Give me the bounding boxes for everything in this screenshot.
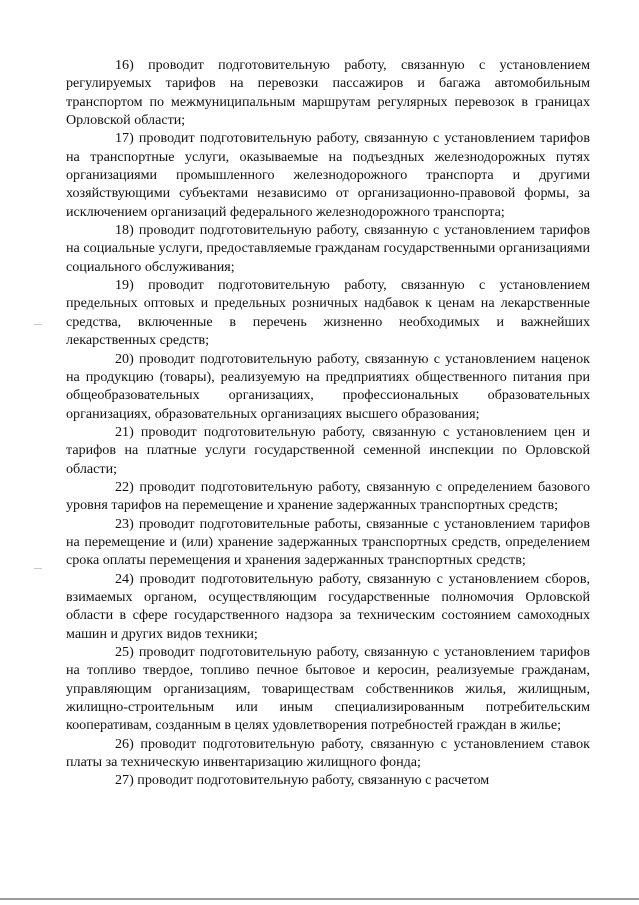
paragraph-item-23: 23) проводит подготовительные работы, связанные с установлением тарифов на перемещение и (или) хранение задержанных транспортных средств, определением срока оплаты перемещения и хранения задержанных транспортных средств;	[66, 515, 590, 569]
paragraph-item-17: 17) проводит подготовительную работу, связанную с установлением тарифов на транспортные услуги, оказываемые на подъездных железнодорожных путях организациями промышленного железнодорожного транспорта и другими хозяйствующими субъектами независимо от организационно-правовой формы, за исключением организаций федерального железнодорожного транспорта;	[66, 130, 590, 220]
paragraph-item-20: 20) проводит подготовительную работу, связанную с установлением наценок на продукцию (товары), реализуемую на предприятиях общественного питания при общеобразовательных организациях, профессиональных образовательных организациях, образовательных организациях высшего образования;	[66, 350, 590, 422]
paragraph-item-24: 24) проводит подготовительную работу, связанную с установлением сборов, взимаемых органом, осуществляющим государственные полномочия Орловской области в сфере государственного надзора за техническим состоянием самоходных машин и других видов техники;	[66, 570, 590, 642]
margin-mark	[34, 568, 42, 569]
paragraph-item-21: 21) проводит подготовительную работу, связанную с установлением цен и тарифов на платные услуги государственной семенной инспекции по Орловской области;	[66, 423, 590, 477]
paragraph-item-26: 26) проводит подготовительную работу, связанную с установлением ставок платы за техническую инвентаризацию жилищного фонда;	[66, 735, 590, 771]
paragraph-item-27: 27) проводит подготовительную работу, связанную с расчетом	[115, 772, 490, 789]
scan-edge-line	[0, 898, 639, 900]
paragraph-item-18: 18) проводит подготовительную работу, связанную с установлением тарифов на социальные услуги, предоставляемые гражданам государственными организациями социального обслуживания;	[66, 222, 590, 275]
document-page	[66, 56, 590, 790]
paragraph-item-25: 25) проводит подготовительную работу, связанную с установлением тарифов на топливо твердое, топливо печное бытовое и керосин, реализуемые гражданам, управляющим организациям, товариществам собственников жилья, жилищным, жилищно-строительным или иным специализированным потребительским кооперативам, созданным в целях удовлетворения потребностей граждан в жилье;	[66, 644, 590, 734]
paragraph-item-19: 19) проводит подготовительную работу, связанную с установлением предельных оптовых и предельных розничных надбавок к ценам на лекарственные средства, включенные в перечень жизненно необходимых и важнейших лекарственных средств;	[66, 277, 590, 349]
paragraph-item-16: 16) проводит подготовительную работу, связанную с установлением регулируемых тарифов на перевозки пассажиров и багажа автомобильным транспортом по межмуниципальным маршрутам регулярных перевозок в границах Орловской области;	[66, 57, 590, 129]
margin-mark	[34, 324, 42, 325]
paragraph-item-22: 22) проводит подготовительную работу, связанную с определением базового уровня тарифов на перемещение и хранение задержанных транспортных средств;	[66, 478, 590, 514]
